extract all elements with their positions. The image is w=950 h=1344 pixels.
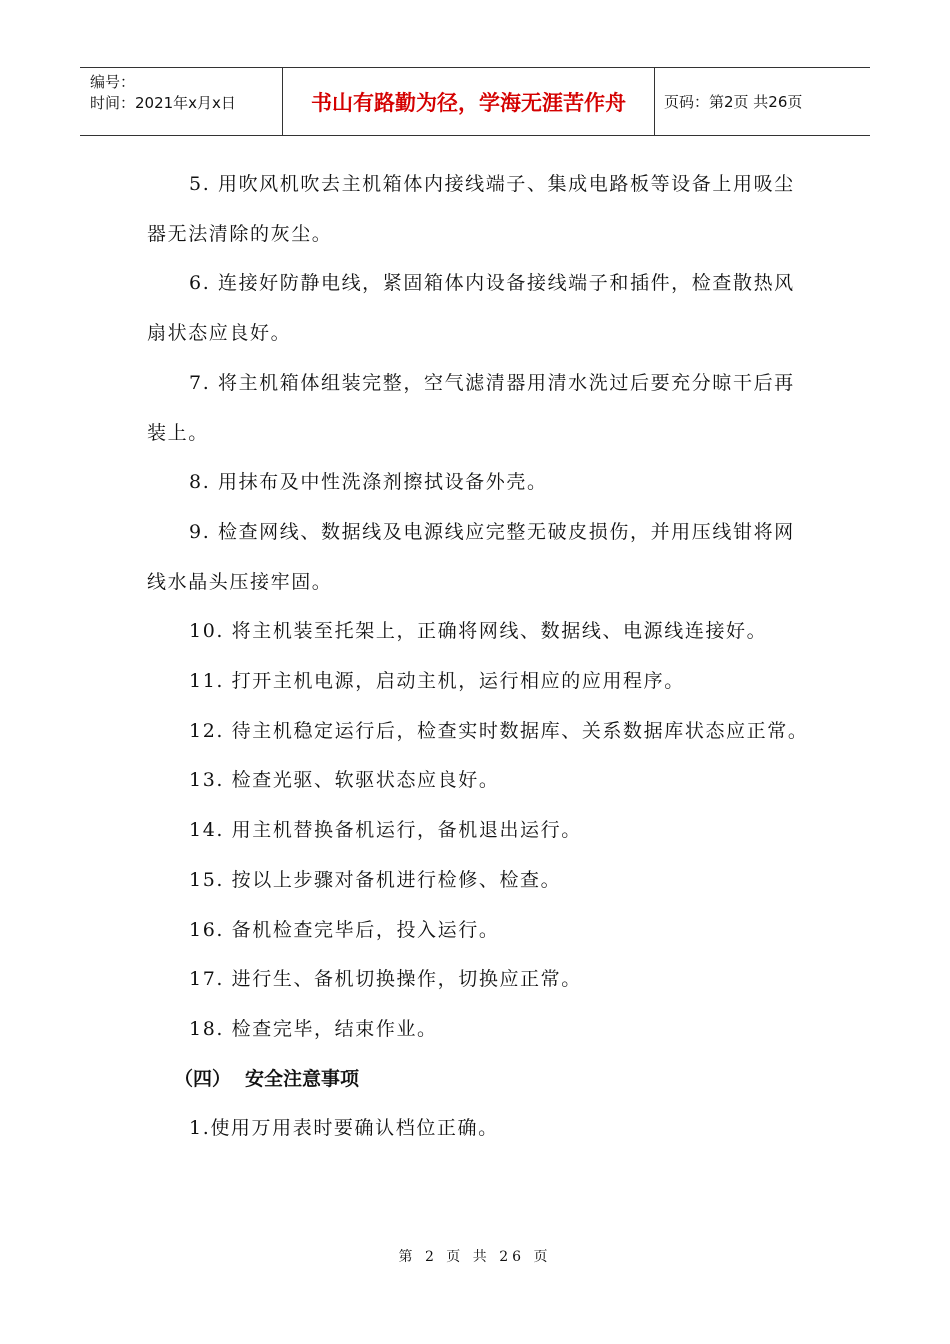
header-page-info: 页码：第2页 共26页	[664, 93, 803, 111]
header-meta	[80, 68, 283, 135]
header-motto: 书山有路勤为径，学海无涯苦作舟	[283, 68, 655, 135]
document-number-label: 编号：	[90, 73, 136, 91]
list-item: 9. 检查网线、数据线及电源线应完整无破皮损伤，并用压线钳将网线水晶头压接牢固。	[147, 520, 795, 593]
list-item: 15. 按以上步骤对备机进行检修、检查。	[189, 868, 562, 891]
list-item: 8. 用抹布及中性洗涤剂擦拭设备外壳。	[189, 471, 548, 494]
page-footer: 第 2 页 共 26 页	[398, 1249, 552, 1265]
list-item: 12. 待主机稳定运行后，检查实时数据库、关系数据库状态应正常。	[189, 719, 809, 742]
list-item: 1.使用万用表时要确认档位正确。	[189, 1117, 499, 1140]
section-title: 安全注意事项	[245, 1067, 360, 1090]
list-item: 18. 检查完毕，结束作业。	[189, 1017, 438, 1040]
list-item: 6. 连接好防静电线，紧固箱体内设备接线端子和插件，检查散热风扇状态应良好。	[147, 272, 795, 345]
list-item: 14. 用主机替换备机运行，备机退出运行。	[189, 819, 582, 842]
document-body	[147, 160, 812, 1154]
list-item: 5. 用吹风机吹去主机箱体内接线端子、集成电路板等设备上用吸尘器无法清除的灰尘。	[147, 173, 795, 245]
list-item: 7. 将主机箱体组装完整，空气滤清器用清水洗过后要充分晾干后再装上。	[147, 371, 795, 444]
list-item: 16. 备机检查完毕后，投入运行。	[189, 918, 500, 941]
list-item: 10. 将主机装至托架上，正确将网线、数据线、电源线连接好。	[189, 620, 768, 643]
list-item: 11. 打开主机电源，启动主机，运行相应的应用程序。	[189, 670, 685, 693]
document-date: 时间：2021年x月x日	[90, 94, 236, 112]
section-heading	[147, 1055, 812, 1105]
page-header	[80, 67, 870, 136]
list-item: 13. 检查光驱、软驱状态应良好。	[189, 769, 500, 792]
section-number: （四）	[174, 1067, 232, 1090]
list-item: 17. 进行生、备机切换操作，切换应正常。	[189, 968, 582, 991]
